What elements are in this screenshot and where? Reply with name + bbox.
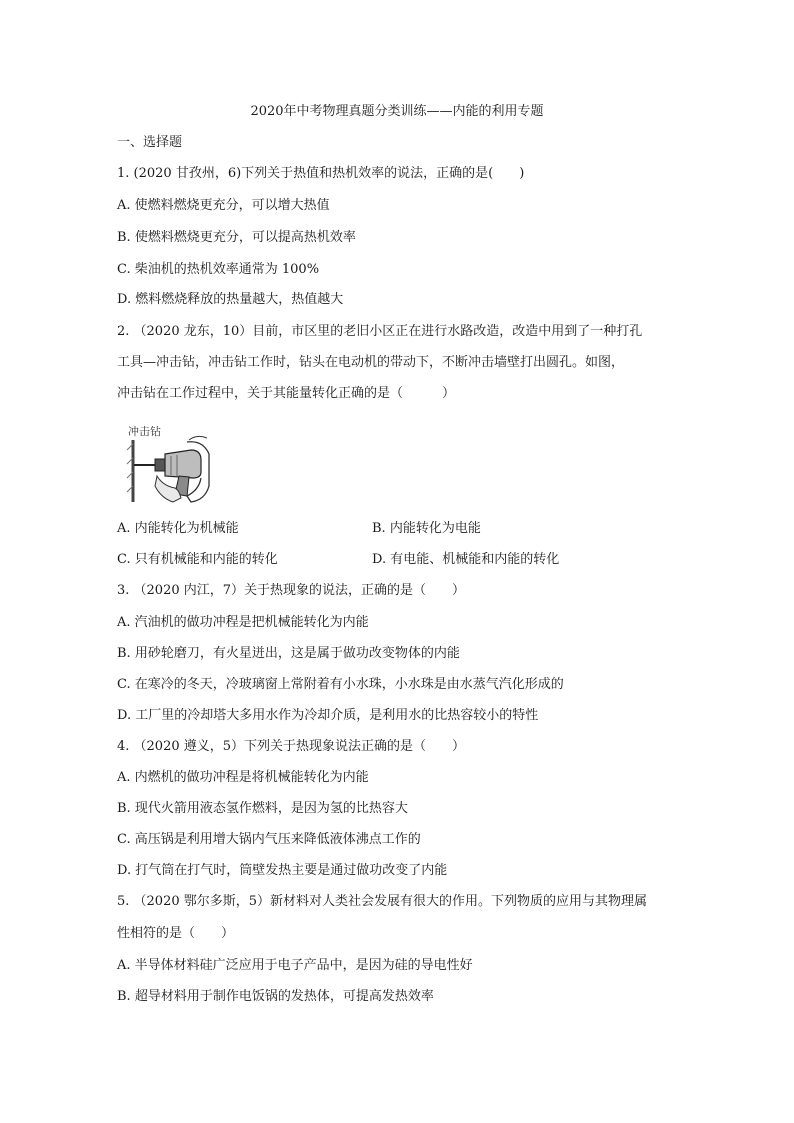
question-2-option-b: B. 内能转化为电能: [372, 521, 481, 536]
question-5-stem-line-2: 性相符的是（ ）: [117, 926, 235, 941]
page-title: 2020年中考物理真题分类训练——内能的利用专题: [250, 104, 544, 119]
question-4-stem: 4. （2020 遵义，5）下列关于热现象说法正确的是（ ）: [117, 739, 466, 754]
question-3-option-b: B. 用砂轮磨刀，有火星迸出，这是属于做功改变物体的内能: [117, 646, 460, 661]
question-3-option-a: A. 汽油机的做功冲程是把机械能转化为内能: [117, 615, 369, 630]
question-2-option-c: C. 只有机械能和内能的转化: [117, 552, 278, 567]
question-2-option-a: A. 内能转化为机械能: [117, 521, 239, 536]
question-4-option-a: A. 内燃机的做功冲程是将机械能转化为内能: [117, 770, 369, 785]
question-4-option-c: C. 高压锅是利用增大锅内气压来降低液体沸点工作的: [117, 832, 421, 847]
impact-drill-figure: [117, 420, 213, 506]
question-2-stem-line-1: 2. （2020 龙东，10）目前，市区里的老旧小区正在进行水路改造，改造中用到了一种打孔: [117, 324, 643, 339]
question-1-option-c: C. 柴油机的热机效率通常为 100%: [117, 262, 320, 277]
question-5-option-b: B. 超导材料用于制作电饭锅的发热体，可提高发热效率: [117, 989, 434, 1004]
question-5-option-a: A. 半导体材料硅广泛应用于电子产品中，是因为硅的导电性好: [117, 958, 473, 973]
question-4-option-d: D. 打气筒在打气时，筒壁发热主要是通过做功改变了内能: [117, 863, 448, 878]
question-4-option-b: B. 现代火箭用液态氢作燃料，是因为氢的比热容大: [117, 801, 408, 816]
figure-label: 冲击钻: [128, 425, 161, 438]
question-1-stem: 1. (2020 甘孜州，6)下列关于热值和热机效率的说法，正确的是( ): [117, 166, 525, 181]
question-3-option-d: D. 工厂里的冷却塔大多用水作为冷却介质，是利用水的比热容较小的特性: [117, 708, 539, 723]
question-2-stem-line-3: 冲击钻在工作过程中，关于其能量转化正确的是（ ）: [117, 386, 456, 401]
question-1-option-d: D. 燃料燃烧释放的热量越大，热值越大: [117, 292, 344, 307]
question-2-stem-line-2: 工具—冲击钻，冲击钻工作时，钻头在电动机的带动下，不断冲击墙壁打出圆孔。如图，: [117, 355, 625, 370]
section-heading: 一、选择题: [117, 135, 183, 150]
question-3-option-c: C. 在寒冷的冬天，冷玻璃窗上常附着有小水珠，小水珠是由水蒸气汽化形成的: [117, 677, 564, 692]
question-1-option-a: A. 使燃料燃烧更充分，可以增大热值: [117, 198, 330, 213]
question-5-stem-line-1: 5. （2020 鄂尔多斯，5）新材料对人类社会发展有很大的作用。下列物质的应用与其物理属: [117, 894, 648, 909]
question-3-stem: 3. （2020 内江，7）关于热现象的说法，正确的是（ ）: [117, 583, 466, 598]
question-2-option-d: D. 有电能、机械能和内能的转化: [372, 552, 560, 567]
question-1-option-b: B. 使燃料燃烧更充分，可以提高热机效率: [117, 230, 356, 245]
